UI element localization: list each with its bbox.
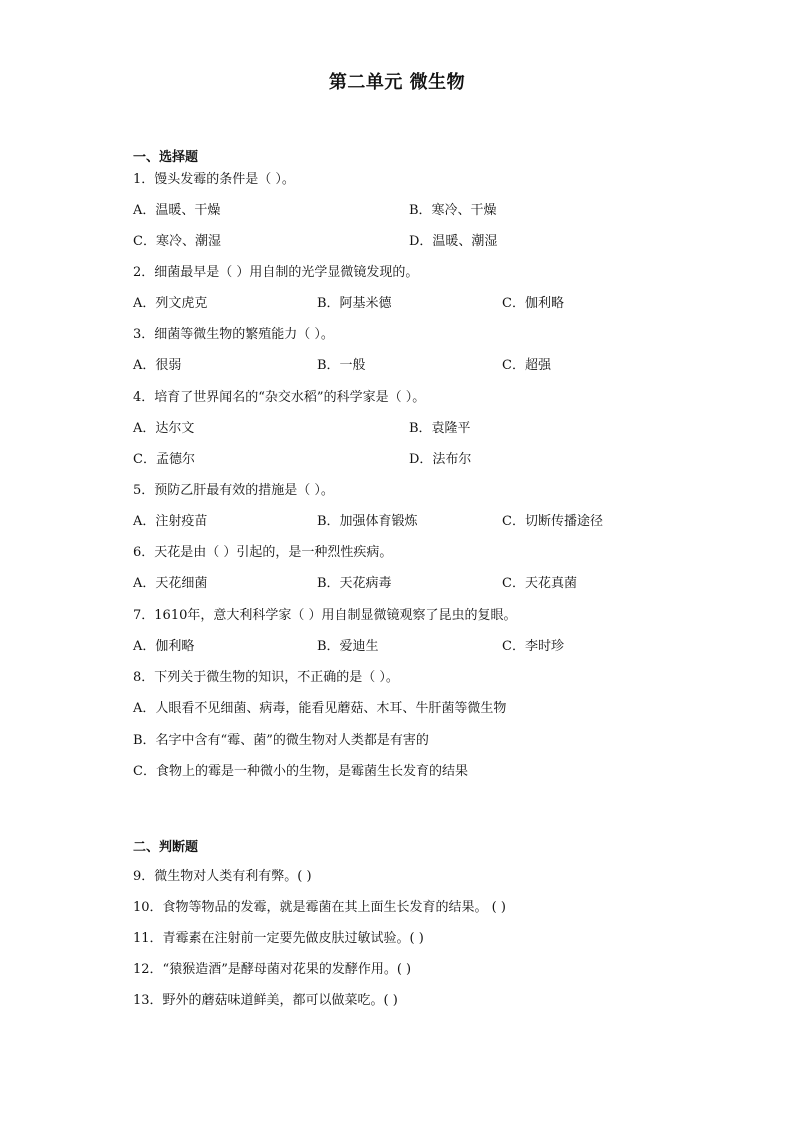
answer-option: B．寒冷、干燥 [409,203,497,218]
answer-option: A．很弱 [133,358,182,373]
question-stem: 2．细菌最早是（ ）用自制的光学显微镜发现的。 [133,265,419,280]
judgement-question: 12．“猿猴造酒”是酵母菌对花果的发酵作用。( ) [133,962,412,977]
answer-option: C．孟德尔 [133,452,195,467]
section-heading-judgement: 二、判断题 [133,840,199,855]
judgement-question: 13．野外的蘑菇味道鲜美，都可以做菜吃。( ) [133,993,398,1008]
question-stem: 4．培育了世界闻名的“杂交水稻”的科学家是（ ）。 [133,390,426,405]
answer-option: A．人眼看不见细菌、病毒，能看见蘑菇、木耳、牛肝菌等微生物 [133,701,507,716]
answer-option: D．温暖、潮湿 [409,234,498,249]
answer-option: A．天花细菌 [133,576,208,591]
question-stem: 5．预防乙肝最有效的措施是（ ）。 [133,483,334,498]
answer-option: D．法布尔 [409,452,472,467]
answer-option: B．名字中含有“霉、菌”的微生物对人类都是有害的 [133,733,429,748]
answer-option: B．一般 [317,358,366,373]
answer-option: C．食物上的霉是一种微小的生物，是霉菌生长发育的结果 [133,764,468,779]
page-title: 第二单元 微生物 [328,72,466,93]
answer-option: C．天花真菌 [502,576,577,591]
answer-option: C．寒冷、潮湿 [133,234,221,249]
answer-option: B．阿基米德 [317,296,392,311]
question-stem: 6．天花是由（ ）引起的，是一种烈性疾病。 [133,545,393,560]
question-stem: 7．1610年，意大利科学家（ ）用自制显微镜观察了昆虫的复眼。 [133,608,517,623]
question-stem: 8．下列关于微生物的知识，不正确的是（ ）。 [133,670,399,685]
answer-option: C．伽利略 [502,296,564,311]
question-stem: 1．馒头发霉的条件是（ ）。 [133,172,295,187]
answer-option: B．袁隆平 [409,421,471,436]
answer-option: C．超强 [502,358,551,373]
question-stem: 3．细菌等微生物的繁殖能力（ ）。 [133,327,334,342]
judgement-question: 9．微生物对人类有利有弊。( ) [133,869,312,884]
answer-option: A．列文虎克 [133,296,208,311]
answer-option: A．注射疫苗 [133,514,208,529]
judgement-question: 10．食物等物品的发霉，就是霉菌在其上面生长发育的结果。 ( ) [133,900,506,915]
judgement-question: 11．青霉素在注射前一定要先做皮肤过敏试验。( ) [133,931,424,946]
answer-option: C．李时珍 [502,639,564,654]
answer-option: B．加强体育锻炼 [317,514,418,529]
answer-option: A．温暖、干燥 [133,203,221,218]
section-heading-choice: 一、选择题 [133,150,199,165]
answer-option: B．爱迪生 [317,639,379,654]
answer-option: B．天花病毒 [317,576,392,591]
answer-option: C．切断传播途径 [502,514,603,529]
answer-option: A．达尔文 [133,421,195,436]
answer-option: A．伽利略 [133,639,195,654]
